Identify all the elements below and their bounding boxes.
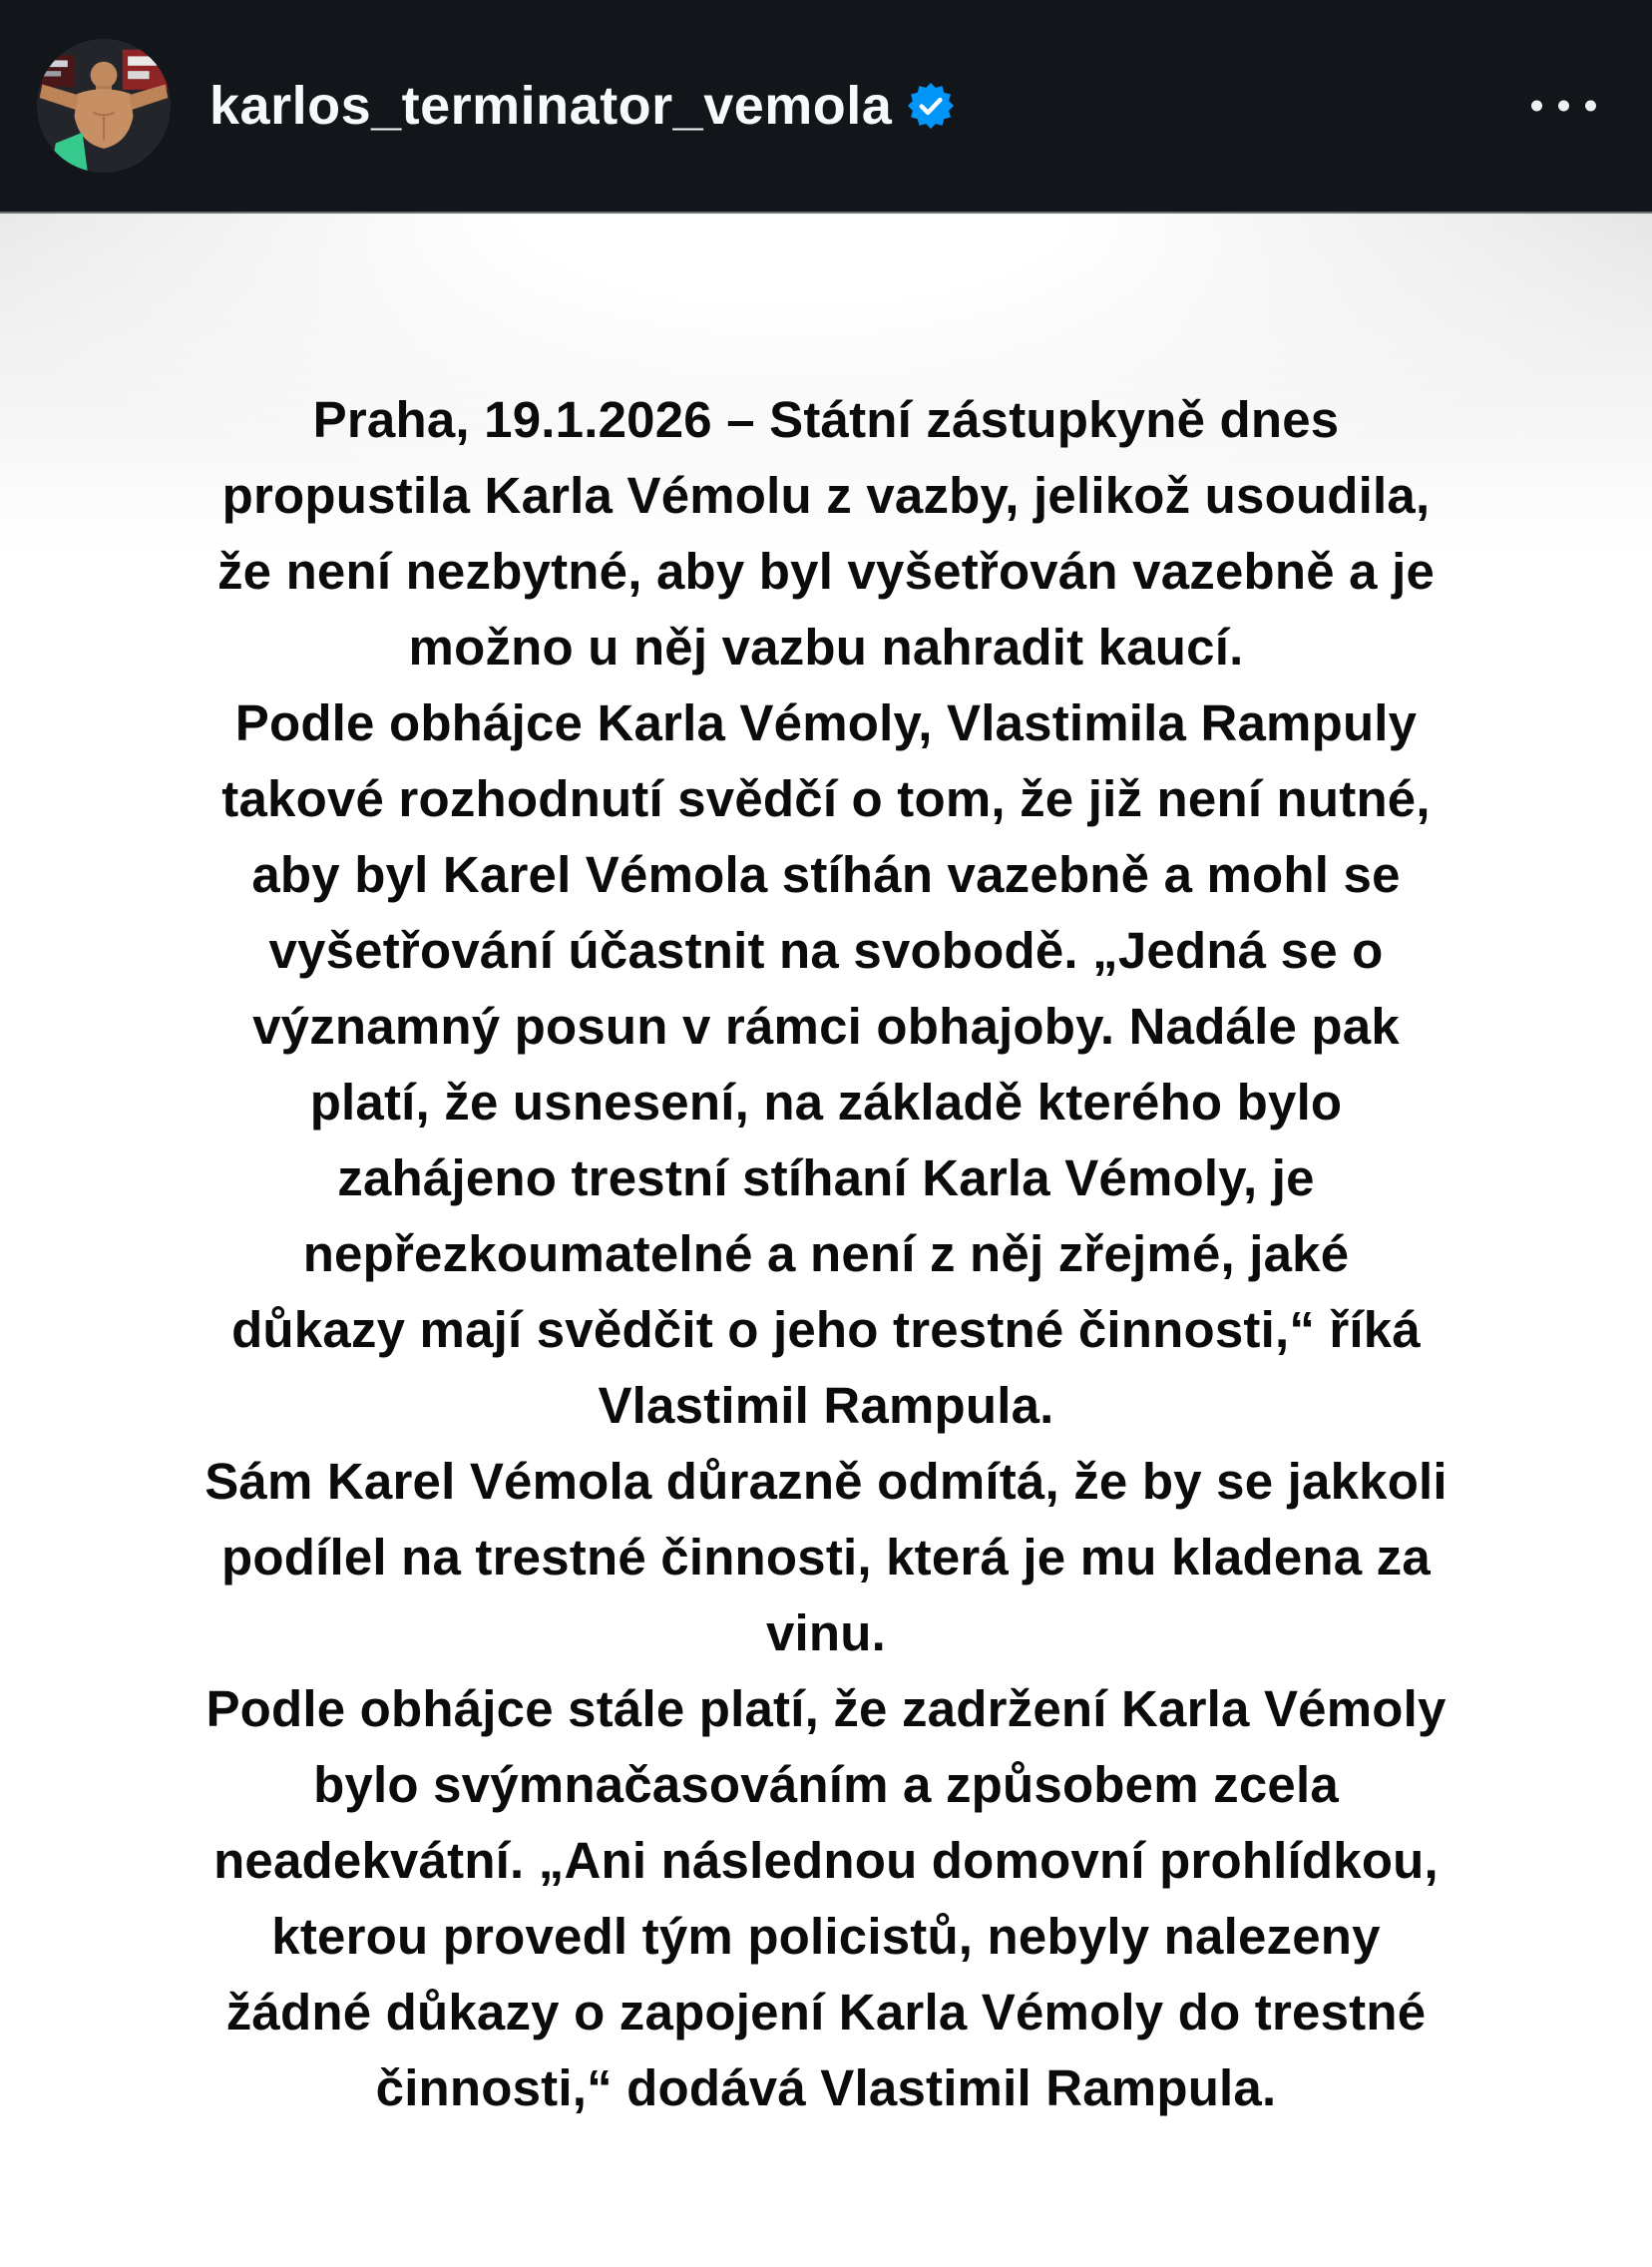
verified-badge-icon bbox=[908, 83, 954, 129]
post-text-line: nepřezkoumatelné a není z něj zřejmé, jaké bbox=[302, 1225, 1350, 1282]
profile-avatar[interactable] bbox=[37, 39, 171, 173]
post-text-line: možno u něj vazbu nahradit kaucí. bbox=[408, 619, 1244, 676]
post-text-line: propustila Karla Vémolu z vazby, jelikož usoudila, bbox=[221, 467, 1431, 524]
post-text-line: Praha, 19.1.2026 – Státní zástupkyně dnes bbox=[312, 391, 1340, 448]
post-text-line: platí, že usnesení, na základě kterého bylo bbox=[309, 1074, 1343, 1131]
more-options-button[interactable] bbox=[1527, 87, 1600, 126]
post-text-line: vinu. bbox=[765, 1604, 886, 1661]
post-header bbox=[0, 0, 1652, 214]
post-text-line: důkazy mají svědčit o jeho trestné činnosti,“ říká bbox=[231, 1301, 1421, 1358]
post-text-line: Podle obhájce Karla Vémoly, Vlastimila Rampuly bbox=[234, 694, 1418, 751]
post-text-line: zahájeno trestní stíhaní Karla Vémoly, je bbox=[337, 1149, 1315, 1206]
post-text-block bbox=[65, 382, 1587, 2126]
post-image bbox=[0, 214, 1652, 2267]
post-text-line: že není nezbytné, aby byl vyšetřován vazebně a je bbox=[216, 543, 1436, 600]
three-dots-icon bbox=[1558, 101, 1569, 112]
post-text-line: žádné důkazy o zapojení Karla Vémoly do trestné bbox=[225, 1984, 1427, 2040]
post-text-line: podílel na trestné činnosti, která je mu kladena za bbox=[221, 1529, 1431, 1586]
post-text-line: vyšetřování účastnit na svobodě. „Jedná se o bbox=[268, 922, 1384, 979]
post-text-line: Sám Karel Vémola důrazně odmítá, že by se jakkoli bbox=[205, 1453, 1447, 1510]
post-text-line: takové rozhodnutí svědčí o tom, že již není nutné, bbox=[221, 770, 1431, 827]
post-text-line: kterou provedl tým policistů, nebyly nalezeny bbox=[271, 1908, 1381, 1965]
post-text-line: významný posun v rámci obhajoby. Nadále pak bbox=[252, 998, 1400, 1055]
three-dots-icon bbox=[1585, 101, 1596, 112]
post-text-line: Podle obhájce stále platí, že zadržení Karla Vémoly bbox=[206, 1680, 1446, 1737]
post-text-line: aby byl Karel Vémola stíhán vazebně a mohl se bbox=[251, 846, 1401, 903]
post-text-line: Vlastimil Rampula. bbox=[598, 1377, 1054, 1434]
username[interactable]: karlos_terminator_vemola bbox=[209, 76, 893, 136]
post-text-line: neadekvátní. „Ani následnou domovní prohlídkou, bbox=[213, 1832, 1439, 1889]
avatar-photo-icon bbox=[37, 39, 171, 173]
post-text-line: činnosti,“ dodává Vlastimil Rampula. bbox=[375, 2059, 1277, 2116]
three-dots-icon bbox=[1531, 101, 1542, 112]
username-row bbox=[209, 75, 954, 137]
post-text-line: bylo svýmnačasováním a způsobem zcela bbox=[313, 1756, 1339, 1813]
